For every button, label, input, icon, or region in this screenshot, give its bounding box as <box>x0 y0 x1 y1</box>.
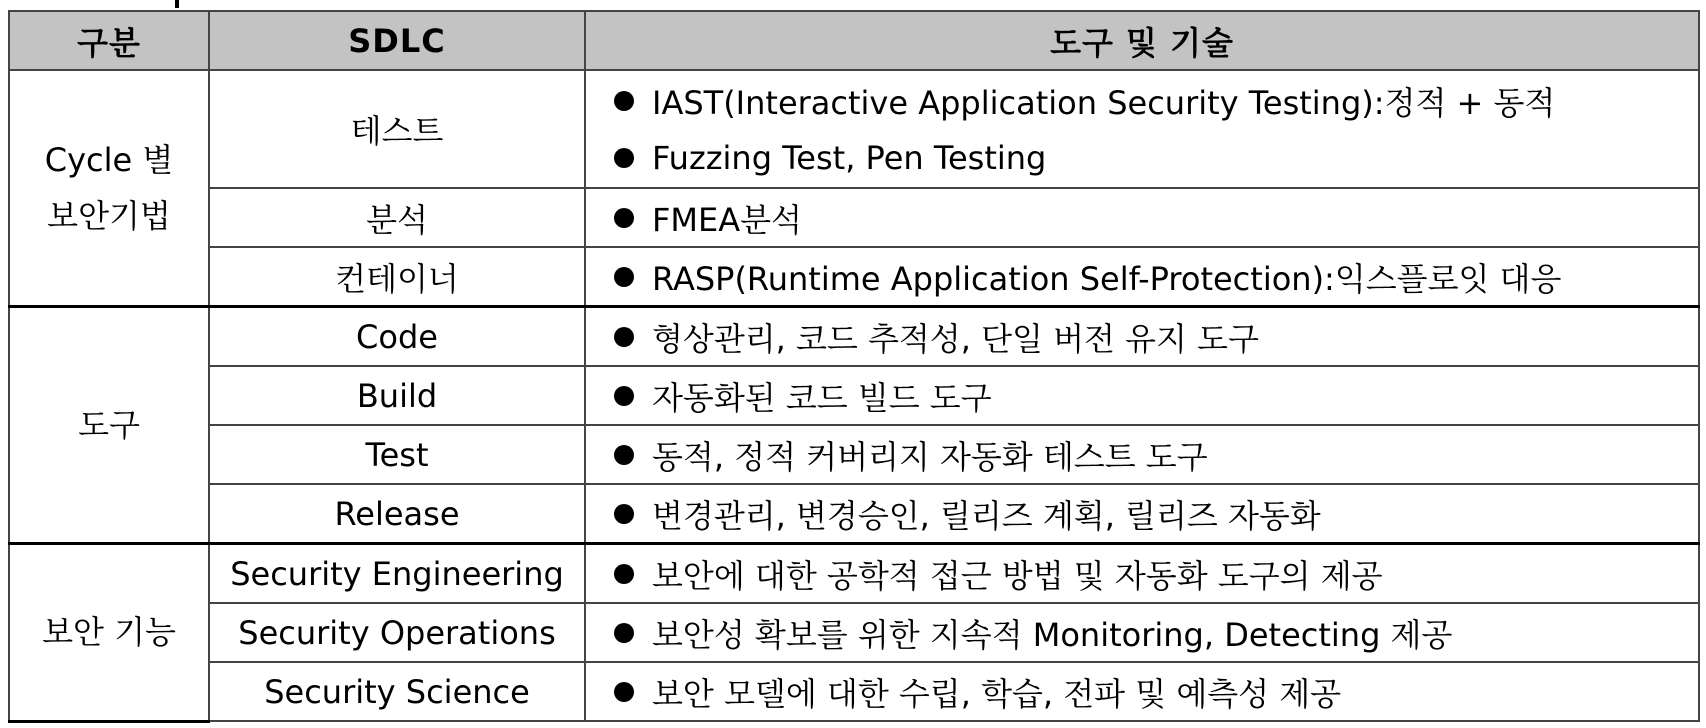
sdlc-cell: 분석 <box>209 188 585 247</box>
bullet-icon <box>614 91 634 111</box>
list-item <box>614 485 1698 542</box>
item-text: RASP(Runtime Application Self-Protection):익스플로잇 대응 <box>652 259 1562 298</box>
sdlc-cell: Release <box>209 484 585 544</box>
bullet-icon <box>614 623 634 643</box>
sdlc-cell: Security Science <box>209 662 585 721</box>
tools-cell <box>585 188 1699 247</box>
table-row <box>9 366 1699 425</box>
header-sdlc: SDLC <box>209 11 585 70</box>
item-text: Fuzzing Test, Pen Testing <box>652 138 1047 177</box>
item-text: 변경관리, 변경승인, 릴리즈 계획, 릴리즈 자동화 <box>652 496 1321 535</box>
sdlc-cell: Security Operations <box>209 603 585 662</box>
list-item <box>614 189 1698 246</box>
table-row <box>9 603 1699 662</box>
item-text: 동적, 정적 커버리지 자동화 테스트 도구 <box>652 437 1208 476</box>
item-text: 보안성 확보를 위한 지속적 Monitoring, Detecting 제공 <box>652 615 1453 654</box>
item-text: 보안 모델에 대한 수립, 학습, 전파 및 예측성 제공 <box>652 674 1342 713</box>
sdlc-cell: 테스트 <box>209 70 585 188</box>
bullet-icon <box>614 327 634 347</box>
list-item <box>614 308 1698 365</box>
item-text: 보안에 대한 공학적 접근 방법 및 자동화 도구의 제공 <box>652 556 1383 595</box>
sdlc-cell: 컨테이너 <box>209 247 585 307</box>
item-text: 형상관리, 코드 추적성, 단일 버전 유지 도구 <box>652 319 1259 358</box>
table-row <box>9 662 1699 721</box>
bullet-icon <box>614 267 634 287</box>
header-tools: 도구 및 기술 <box>585 11 1699 70</box>
tools-cell <box>585 603 1699 662</box>
tools-cell <box>585 662 1699 721</box>
category-label-line1: 도구 <box>78 406 140 444</box>
bullet-icon <box>614 386 634 406</box>
item-text: IAST(Interactive Application Security Testing):정적 + 동적 <box>652 83 1556 122</box>
category-label-line1: Cycle 별 <box>44 141 174 179</box>
tools-cell <box>585 484 1699 544</box>
table-row <box>9 425 1699 484</box>
table-header-row <box>9 11 1699 70</box>
table-row <box>9 247 1699 307</box>
tools-cell <box>585 70 1699 188</box>
category-label-line2: 보안기법 <box>47 197 171 235</box>
header-category: 구분 <box>9 11 209 70</box>
sdlc-cell: Test <box>209 425 585 484</box>
table-row <box>9 307 1699 367</box>
item-text: 자동화된 코드 빌드 도구 <box>652 378 992 417</box>
sdlc-cell: Code <box>209 307 585 367</box>
list-item <box>614 129 1698 186</box>
tools-cell <box>585 307 1699 367</box>
list-item <box>614 545 1698 602</box>
tools-cell <box>585 544 1699 604</box>
item-text: FMEA분석 <box>652 200 802 239</box>
tools-cell <box>585 366 1699 425</box>
list-item <box>614 663 1698 720</box>
category-cell <box>9 70 209 307</box>
list-item <box>614 367 1698 424</box>
tools-cell <box>585 425 1699 484</box>
cut-off-glyph <box>175 0 179 8</box>
table-row <box>9 188 1699 247</box>
category-cell <box>9 307 209 544</box>
list-item <box>614 604 1698 661</box>
category-cell <box>9 544 209 722</box>
list-item <box>614 426 1698 483</box>
bullet-icon <box>614 682 634 702</box>
list-item <box>614 248 1698 305</box>
bullet-icon <box>614 504 634 524</box>
sdlc-security-table <box>8 10 1700 723</box>
sdlc-cell: Build <box>209 366 585 425</box>
bullet-icon <box>614 445 634 465</box>
sdlc-cell: Security Engineering <box>209 544 585 604</box>
table-row <box>9 484 1699 544</box>
list-item <box>614 72 1698 129</box>
bullet-icon <box>614 148 634 168</box>
table-row <box>9 544 1699 604</box>
bullet-icon <box>614 564 634 584</box>
table-row <box>9 70 1699 188</box>
tools-cell <box>585 247 1699 307</box>
category-label-line1: 보안 기능 <box>42 613 176 652</box>
bullet-icon <box>614 208 634 228</box>
